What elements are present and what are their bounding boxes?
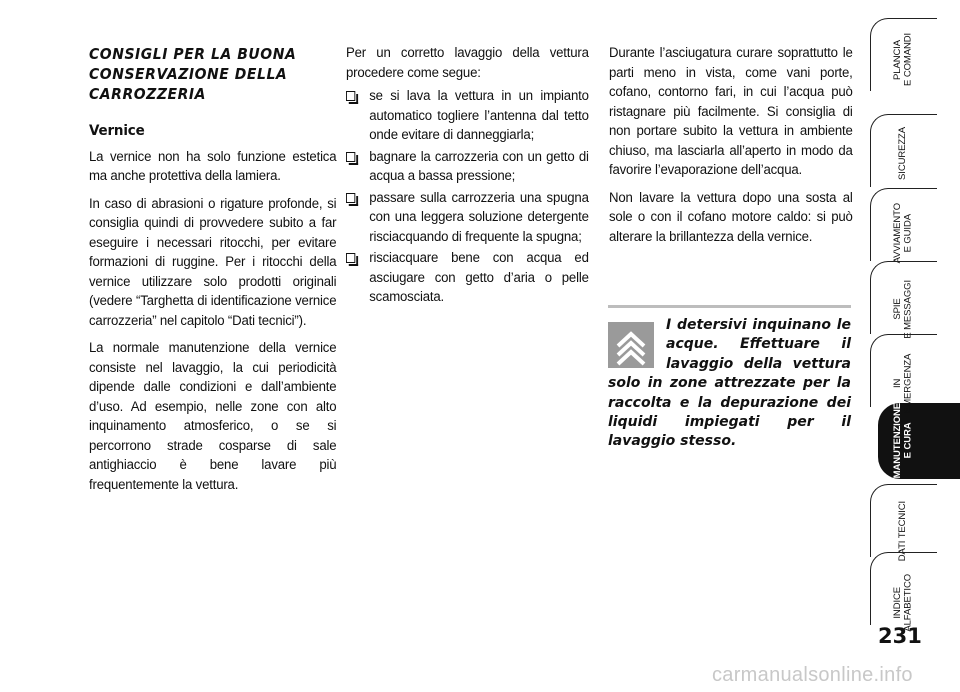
environment-warning-icon	[608, 322, 654, 368]
chevrons-up-icon	[608, 322, 654, 368]
paragraph: In caso di abrasioni o rigature profonde, si consiglia quindi di provvedere subito a far eseguire i necessari ritocchi, per evitare formazioni di ruggine. Per i ritocchi della vernice utilizzare solo prodotti originali (vedere “Targhetta di identificazione vernice carrozzeria” nel capitolo “Dati tecnici”).	[89, 195, 337, 329]
list-item-text: risciacquare bene con acqua ed asciugare con getto d’aria o pelle scamosciata.	[369, 250, 589, 305]
tab-sicurezza[interactable]	[878, 120, 928, 186]
tab-avviamento[interactable]	[878, 200, 928, 266]
section-heading: CONSIGLI PER LA BUONA CONSERVAZIONE DELLA CARROZZERIA	[89, 45, 297, 103]
checkbox-bullet-icon	[346, 253, 355, 263]
tab-spie[interactable]	[878, 276, 928, 342]
warning-text-content: I detersivi inquinano le acque. Effettuare il lavaggio della vettura solo in zone attrezzate per la raccolta e la depurazione dei liquidi impiegati per il lavaggio stesso.	[608, 317, 851, 450]
tab-label: MANUTENZIONE E CURA	[891, 403, 913, 479]
paragraph: La vernice non ha solo funzione estetica ma anche protettiva della lamiera.	[89, 148, 337, 184]
paragraph: La normale manutenzione della vernice consiste nel lavaggio, la cui periodicità dipende dalle condizioni e dall’ambiente d’uso. Ad esempio, nelle zone con alto inquinamento atmosferico, o se si percorrono strade cosparse di sale antighiaccio è bene lavare più frequentemente la vettura.	[89, 340, 337, 493]
environment-warning-box	[608, 305, 851, 452]
tab-label: INDICE ALFABETICO	[891, 574, 913, 632]
paragraph: Per un corretto lavaggio della vettura procedere come segue:	[346, 45, 589, 81]
subsection-heading: Vernice	[89, 123, 145, 139]
column-1	[89, 44, 336, 503]
tab-label: DATI TECNICI	[896, 500, 908, 562]
list-item	[346, 189, 589, 248]
column-2	[346, 44, 589, 310]
paragraph: Durante l’asciugatura curare soprattutto le parti meno in vista, come vani porte, cofano, contorno fari, in cui l’acqua può ristagnare più facilmente. Si consiglia di non portare subito la vettura in ambiente chiuso, ma lasciarla all’aperto in modo da favorire l’evaporazione dell’acqua.	[609, 45, 853, 178]
tab-label: IN EMERGENZA	[891, 353, 913, 413]
list-item-text: bagnare la carrozzeria con un getto di acqua a bassa pressione;	[369, 148, 589, 184]
tab-label: SICUREZZA	[896, 126, 908, 180]
page-number: 231	[878, 624, 922, 648]
chapter-tabs	[870, 14, 960, 632]
tab-label: AVVIAMENTO E GUIDA	[891, 202, 913, 264]
column-3	[609, 44, 853, 255]
list-item-text: se si lava la vettura in un impianto automatico togliere l’antenna dal tetto onde evitare di danneggiarla;	[369, 88, 589, 143]
watermark: carmanualsonline.info	[712, 664, 913, 686]
checkbox-bullet-icon	[346, 91, 355, 101]
list-item	[346, 249, 589, 308]
list-item	[346, 87, 589, 146]
tab-plancia[interactable]	[878, 26, 928, 92]
tab-label: PLANCIA E COMANDI	[891, 32, 913, 86]
checkbox-bullet-icon	[346, 152, 355, 162]
list-item	[346, 148, 589, 187]
tab-label: SPIE E MESSAGGI	[891, 279, 913, 339]
washing-steps-list	[346, 87, 589, 308]
checkbox-bullet-icon	[346, 193, 355, 203]
list-item-text: passare sulla carrozzeria una spugna con una leggera soluzione detergente risciacquando di frequente la spugna;	[369, 189, 589, 245]
paragraph: Non lavare la vettura dopo una sosta al sole o con il cofano motore caldo: si può alterare la brillantezza della vernice.	[609, 189, 853, 245]
tab-manutenzione[interactable]	[878, 403, 928, 479]
